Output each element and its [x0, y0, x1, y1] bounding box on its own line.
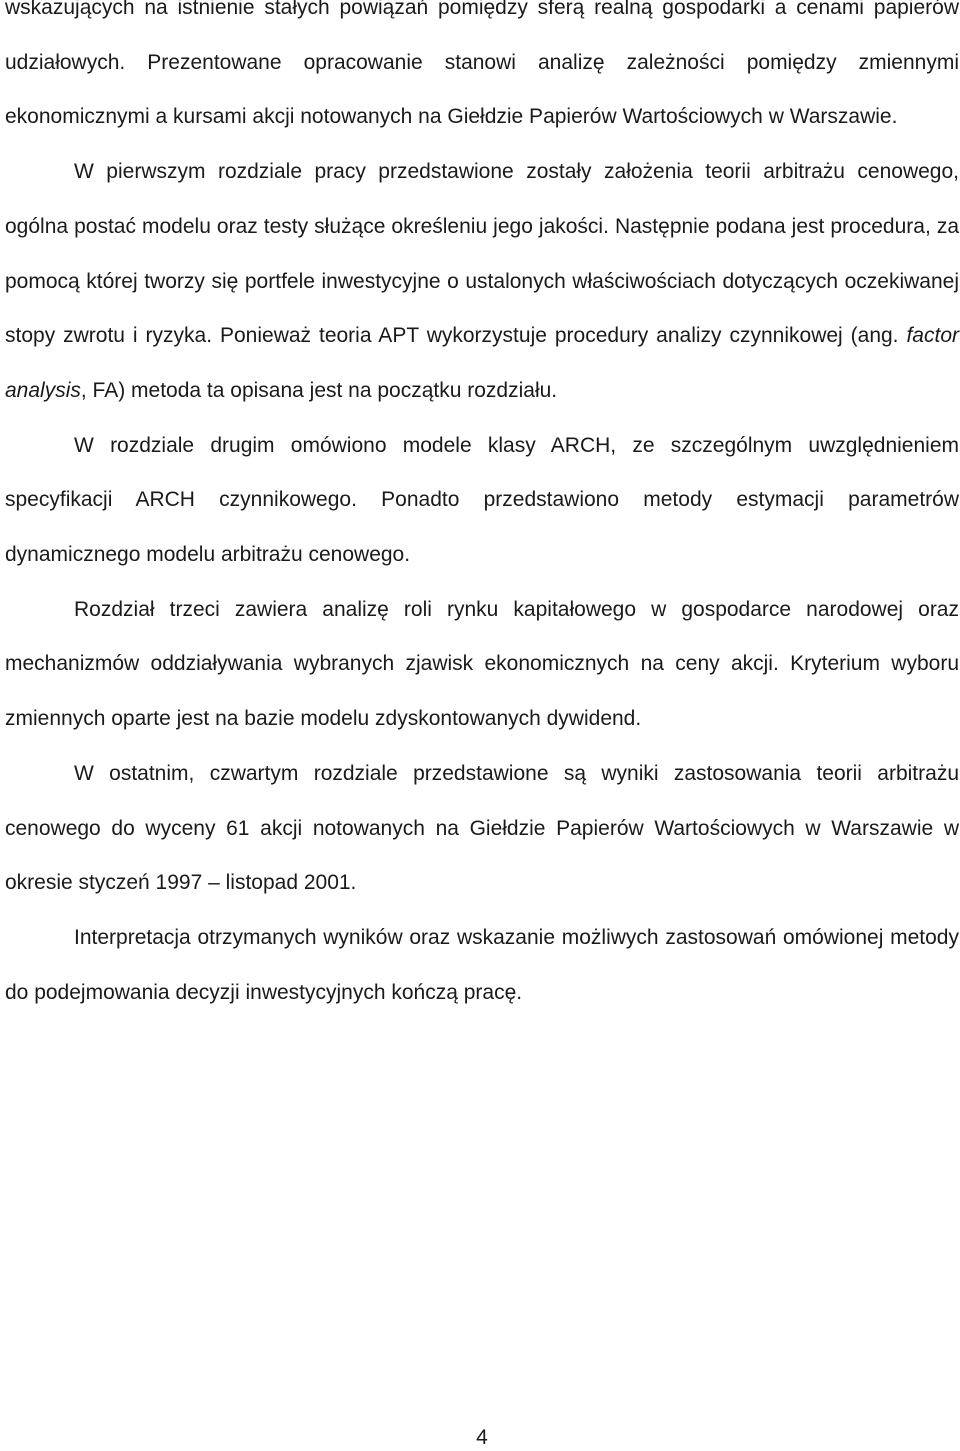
paragraph-chapter-one-text: W pierwszym rozdziale pracy przedstawione zostały założenia teorii arbitrażu cenowego, ogólna postać modelu oraz testy służące określeniu jego jakości. Następnie podana jest procedura, za pomocą której tworzy się portfele inwestycyjne o ustalonych właściwościach dotyczących oczekiwanej stopy zwrotu i ryzyka. Ponieważ teoria APT wykorzystuje procedury analizy czynnikowej (ang.	[5, 160, 959, 348]
paragraph-continuation: wskazujących na istnienie stałych powiązań pomiędzy sferą realną gospodarki a cenami papierów udziałowych. Prezentowane opracowanie stanowi analizę zależności pomiędzy zmiennymi ekonomicznymi a kursami akcji notowanych na Giełdzie Papierów Wartościowych w Warszawie.	[5, 0, 959, 129]
paragraph-chapter-one-text-end: , FA) metoda ta opisana jest na początku rozdziału.	[80, 378, 558, 402]
paragraph-chapter-one	[5, 145, 959, 419]
document-page	[5, 0, 959, 1451]
paragraph-chapter-four: W ostatnim, czwartym rozdziale przedstawione są wyniki zastosowania teorii arbitrażu cenowego do wyceny 61 akcji notowanych na Giełdzie Papierów Wartościowych w Warszawie w okresie styczeń 1997 – listopad 2001.	[5, 761, 959, 895]
paragraph-chapter-two: W rozdziale drugim omówiono modele klasy ARCH, ze szczególnym uwzględnieniem specyfikacji ARCH czynnikowego. Ponadto przedstawiono metody estymacji parametrów dynamicznego modelu arbitrażu cenowego.	[5, 433, 959, 567]
page-number: 4	[476, 1426, 488, 1449]
italic-term: factor analysis	[5, 324, 959, 402]
paragraph-conclusion: Interpretacja otrzymanych wyników oraz wskazanie możliwych zastosowań omówionej metody do podejmowania decyzji inwestycyjnych kończą pracę.	[5, 925, 959, 1004]
paragraph-chapter-three: Rozdział trzeci zawiera analizę roli rynku kapitałowego w gospodarce narodowej oraz mechanizmów oddziaływania wybranych zjawisk ekonomicznych na ceny akcji. Kryterium wyboru zmiennych oparte jest na bazie modelu zdyskontowanych dywidend.	[5, 597, 959, 731]
